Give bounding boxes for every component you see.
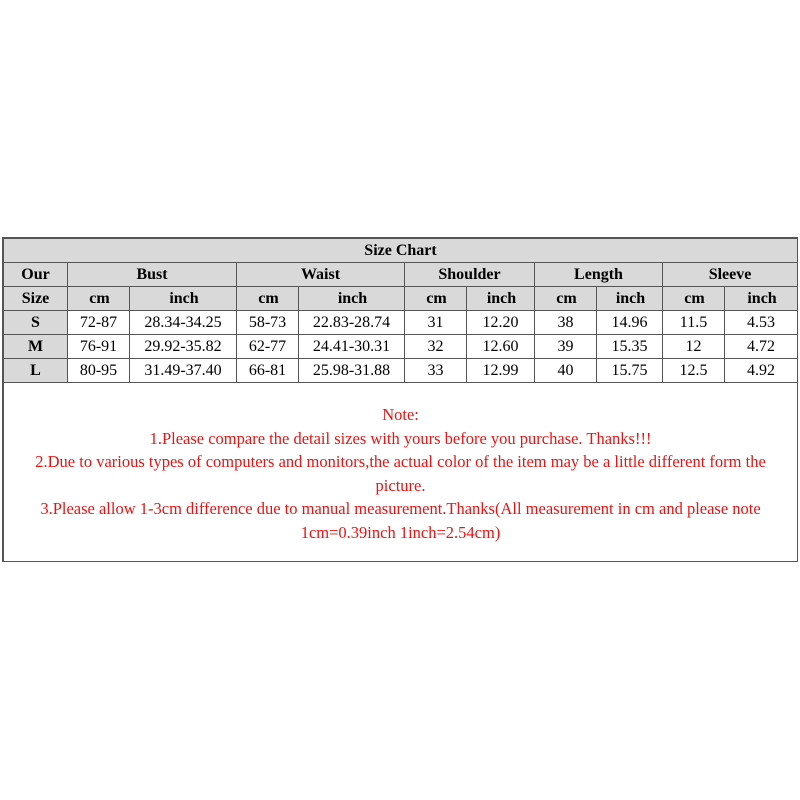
unit-inch: inch [467,287,535,311]
table-cell: 22.83-28.74 [299,311,405,335]
table-cell: 25.98-31.88 [299,359,405,383]
table-cell: 24.41-30.31 [299,335,405,359]
table-cell: 4.72 [725,335,798,359]
table-body [4,311,798,383]
table-cell: 31.49-37.40 [130,359,237,383]
table-cell: 28.34-34.25 [130,311,237,335]
group-header-bust: Bust [68,263,237,287]
table-cell: 40 [535,359,597,383]
table-cell: 29.92-35.82 [130,335,237,359]
unit-cm: cm [237,287,299,311]
note-heading: Note: [382,405,419,424]
size-table [3,238,798,562]
group-header-length: Length [535,263,663,287]
size-label: M [4,335,68,359]
table-row [4,335,798,359]
size-header-bottom: Size [4,287,68,311]
table-cell: 12.60 [467,335,535,359]
table-cell: 32 [405,335,467,359]
unit-inch: inch [725,287,798,311]
unit-cm: cm [68,287,130,311]
notes-cell [4,383,798,562]
table-cell: 58-73 [237,311,299,335]
table-cell: 14.96 [597,311,663,335]
table-row [4,359,798,383]
table-cell: 12.5 [663,359,725,383]
group-header-sleeve: Sleeve [663,263,798,287]
table-cell: 12.20 [467,311,535,335]
size-chart [2,237,798,562]
group-header-waist: Waist [237,263,405,287]
note-line-2: 2.Due to various types of computers and monitors,the actual color of the item may be a little different form the picture. [35,452,766,495]
unit-cm: cm [405,287,467,311]
group-header-shoulder: Shoulder [405,263,535,287]
table-cell: 4.92 [725,359,798,383]
table-row [4,311,798,335]
table-cell: 15.35 [597,335,663,359]
unit-inch: inch [299,287,405,311]
table-cell: 72-87 [68,311,130,335]
size-label: S [4,311,68,335]
table-cell: 11.5 [663,311,725,335]
table-cell: 31 [405,311,467,335]
unit-cm: cm [535,287,597,311]
table-title: Size Chart [4,239,798,263]
table-cell: 15.75 [597,359,663,383]
table-cell: 12.99 [467,359,535,383]
unit-inch: inch [597,287,663,311]
table-cell: 33 [405,359,467,383]
table-cell: 39 [535,335,597,359]
note-line-3: 3.Please allow 1-3cm difference due to manual measurement.Thanks(All measurement in cm and please note 1cm=0.39inch 1inch=2.54cm) [40,499,761,542]
table-cell: 12 [663,335,725,359]
unit-cm: cm [663,287,725,311]
table-cell: 80-95 [68,359,130,383]
size-label: L [4,359,68,383]
table-cell: 4.53 [725,311,798,335]
note-line-1: 1.Please compare the detail sizes with yours before you purchase. Thanks!!! [149,428,652,448]
table-cell: 76-91 [68,335,130,359]
unit-inch: inch [130,287,237,311]
table-cell: 62-77 [237,335,299,359]
notes [4,383,797,544]
table-cell: 38 [535,311,597,335]
size-header-top: Our [4,263,68,287]
table-cell: 66-81 [237,359,299,383]
